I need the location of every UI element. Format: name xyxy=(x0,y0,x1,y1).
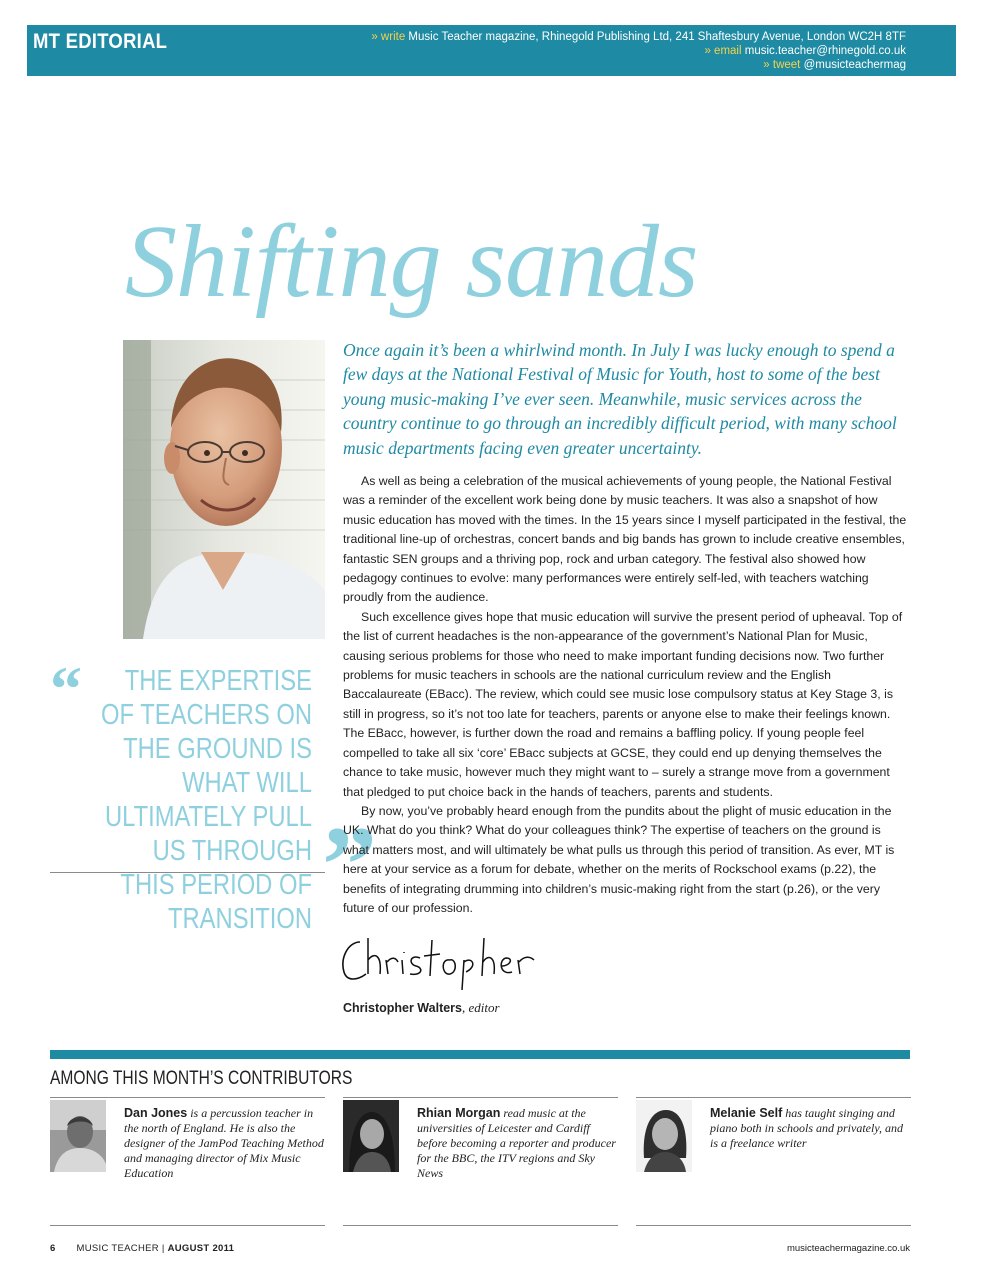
contact-email xyxy=(371,44,906,58)
contributors-rule xyxy=(50,1050,910,1059)
write-label: » write xyxy=(371,31,406,43)
contributor-bio: is a percussion teacher in the north of England. He is also the designer of the JamPod Teaching Method and managing director of Mix Music Education xyxy=(124,1106,324,1180)
standfirst: Once again it’s been a whirlwind month. In July I was lucky enough to spend a few days at the National Festival of Music for Youth, host to some of the best young music-making I’ve ever seen. Meanwhile, music services across the country continue to go through an incredibly difficult period, with many school music departments facing even greater uncertainty. xyxy=(343,340,897,458)
email-address[interactable]: music.teacher@rhinegold.co.uk xyxy=(744,45,906,57)
contributor-text xyxy=(417,1106,617,1181)
tweet-label: » tweet xyxy=(763,59,801,71)
editor-name: Christopher Walters xyxy=(343,1001,463,1015)
editor-role: , editor xyxy=(462,1000,500,1015)
header-bar xyxy=(27,25,956,76)
contributor-name: Melanie Self xyxy=(710,1106,783,1120)
pull-quote xyxy=(50,653,377,935)
article-body xyxy=(343,472,909,918)
contributor-bio: has taught singing and piano both in schools and privately, and is a freelance writer xyxy=(710,1106,903,1150)
write-address: Music Teacher magazine, Rhinegold Publishing Ltd, 241 Shaftesbury Avenue, London WC2H 8TF xyxy=(408,31,906,43)
issue-date: AUGUST 2011 xyxy=(167,1243,235,1254)
contact-tweet xyxy=(371,58,906,72)
magazine-name: MUSIC TEACHER xyxy=(76,1243,159,1254)
signature-line xyxy=(343,1000,500,1016)
contributor-card xyxy=(343,1097,618,1226)
close-quote-icon: ” xyxy=(322,804,377,926)
open-quote-icon: “ xyxy=(50,653,82,724)
contributor-card xyxy=(50,1097,325,1226)
editor-portrait xyxy=(123,340,325,639)
contributor-name: Rhian Morgan xyxy=(417,1106,501,1120)
footer-separator: | xyxy=(161,1243,165,1254)
contributor-text xyxy=(710,1106,910,1151)
contributor-portrait xyxy=(343,1100,399,1172)
page-number: 6 xyxy=(50,1243,56,1254)
contributor-text xyxy=(124,1106,324,1181)
twitter-handle[interactable]: @musicteachermag xyxy=(803,59,906,71)
contributor-photo xyxy=(636,1100,692,1172)
contributor-portrait xyxy=(636,1100,692,1172)
headline: Shifting sands xyxy=(125,204,698,319)
contributor-name: Dan Jones xyxy=(124,1106,188,1120)
contributor-card xyxy=(636,1097,911,1226)
contact-write xyxy=(371,30,906,44)
section-label: MT EDITORIAL xyxy=(33,30,168,53)
body-paragraph: As well as being a celebration of the musical achievements of young people, the National Festival was a reminder of the excellent work being done by music teachers. It was also a snapshot of how music education has moved with the times. In the 15 years since I myself participated in the festival, the traditional line-up of orchestras, concert bands and big bands has grown to include creative ensembles, fantastic SEN groups and a thriving pop, rock and urban category. The festival also showed how pedagogy continues to evolve: many performances were entirely self-led, with teachers watching proudly from the audience. xyxy=(343,474,907,605)
contact-info xyxy=(371,30,906,72)
contributor-photo xyxy=(343,1100,399,1172)
email-label: » email xyxy=(704,45,742,57)
body-paragraph: Such excellence gives hope that music education will survive the present period of upheaval. Top of the list of current headaches is the non-appearance of the government’s National Plan for Music, causing serious problems for those who need to make important funding decisions now. Two further problems for music teachers in schools are the national curriculum review and the English Baccalaureate (EBacc). The review, which could see music lose compulsory status at Key Stage 3, is still in progress, so it’s not too late for teachers, parents or anyone else to make their feelings known. The EBacc, however, is further down the road and remains a baffling policy. If young people feel compelled to take all six ‘core’ EBacc subjects at GCSE, they could end up denying themselves the chance to take music, however much they might want to – surely a strange move from a government that pledged to put choice back in the hands of teachers, parents and students. xyxy=(343,609,903,799)
editor-photo xyxy=(123,340,325,639)
contributor-bio: read music at the universities of Leicester and Cardiff before becoming a reporter and producer for the BBC, the ITV regions and Sky News xyxy=(417,1106,616,1180)
contributor-photo xyxy=(50,1100,106,1172)
editor-signature xyxy=(338,930,538,990)
contributor-portrait xyxy=(50,1100,106,1172)
contributors-heading: AMONG THIS MONTH’S CONTRIBUTORS xyxy=(50,1068,353,1089)
footer-left xyxy=(50,1243,234,1254)
pull-quote-text: THE EXPERTISE OF TEACHERS ON THE GROUND IS WHAT WILL ULTIMATELY PULL US THROUGH THIS PERIOD OF TRANSITION xyxy=(101,665,312,935)
website-link[interactable]: musicteachermagazine.co.uk xyxy=(786,1243,910,1254)
body-paragraph: By now, you’ve probably heard enough from the pundits about the plight of music education in the UK. What do you think? What do your colleagues think? The expertise of teachers on the ground is what matters most, and will ultimately be what pulls us through this period of transition. As ever, MT is here at your service as a forum for debate, whether on the merits of Rockschool exams (p.22), the benefits of integrating drumming into children’s music-making right from the start (p.26), or the very future of our profession. xyxy=(343,803,895,915)
signature-graphic xyxy=(338,930,538,990)
